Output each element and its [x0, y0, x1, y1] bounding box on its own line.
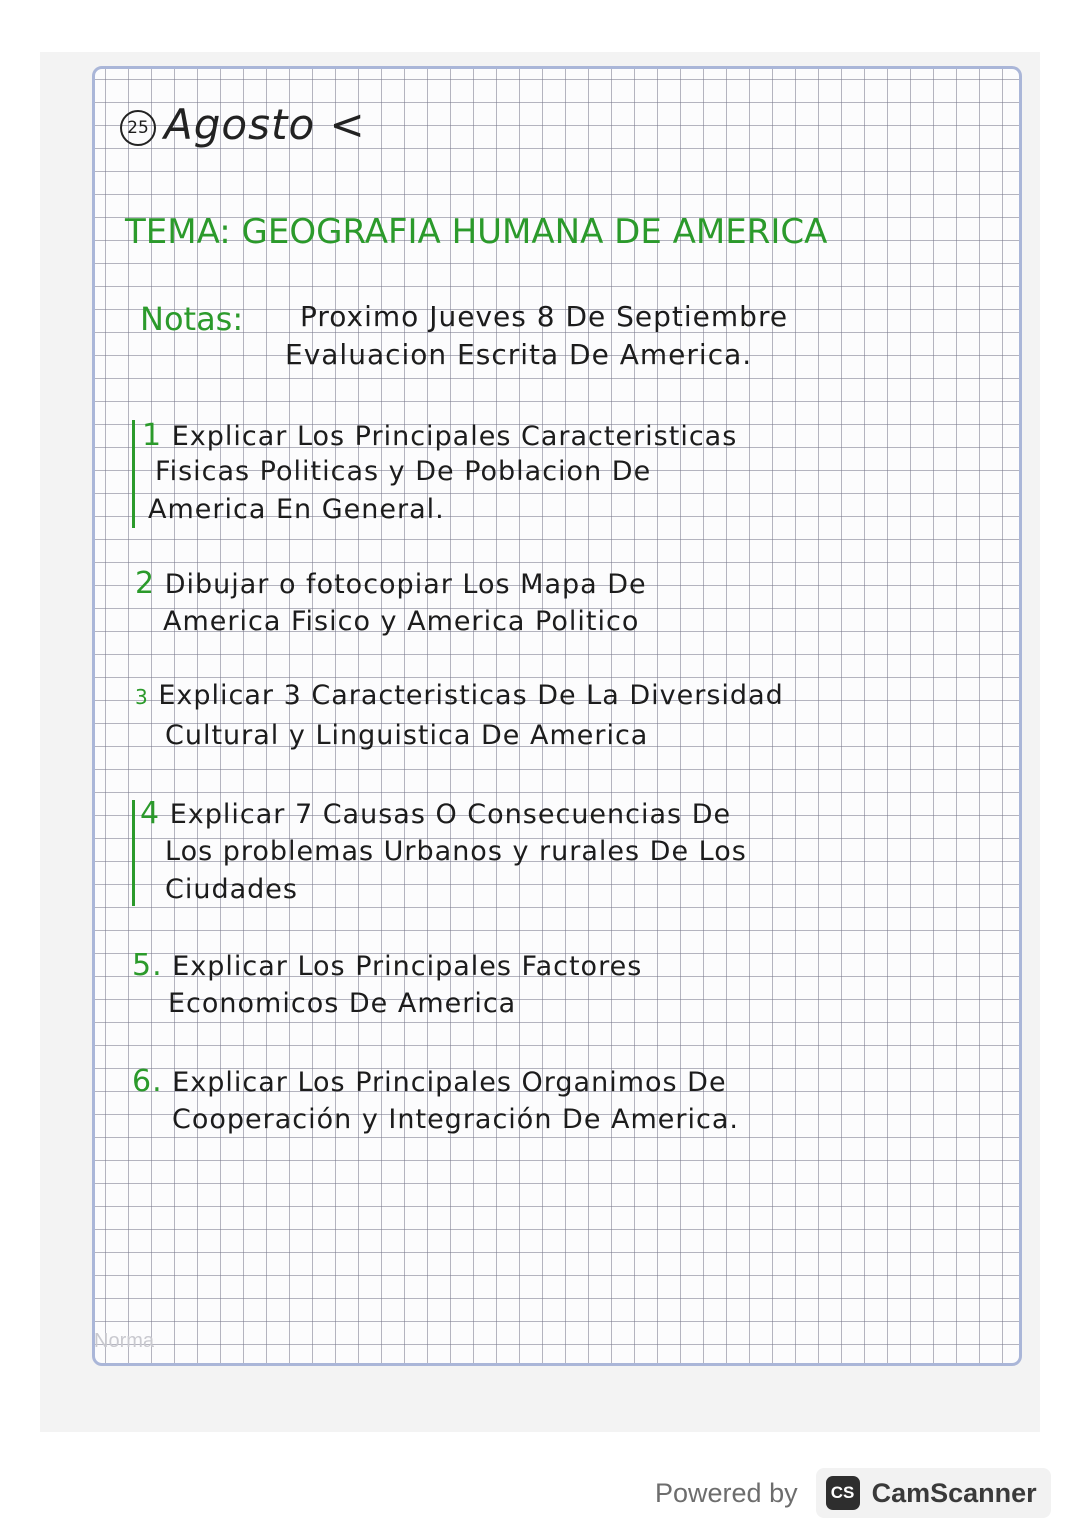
item-3-text-1: Explicar 3 Caracteristicas De La Diversidad: [158, 680, 784, 711]
camscanner-badge[interactable]: [816, 1468, 1051, 1518]
item-4-line-2: Los problemas Urbanos y rurales De Los: [165, 836, 747, 867]
item-3-line-2: Cultural y Linguistica De America: [165, 720, 649, 751]
item-1-text-1: Explicar Los Principales Caracteristicas: [171, 421, 738, 452]
item-5-text-1: Explicar Los Principales Factores: [172, 951, 643, 982]
notebook-brand-watermark: Norma: [94, 1330, 155, 1352]
topic-title: TEMA: GEOGRAFIA HUMANA DE AMERICA: [125, 212, 828, 252]
notebook-page: [92, 66, 1022, 1366]
item-3-line-1: [135, 680, 784, 711]
camscanner-logo-icon: CS: [826, 1476, 860, 1510]
item-2-line-2: America Fisico y America Politico: [163, 606, 640, 637]
date-number-circle: 25: [120, 110, 156, 146]
item-6-text-1: Explicar Los Principales Organimos De: [172, 1067, 727, 1098]
item-2-line-1: [135, 566, 647, 601]
item-1-line-1: [142, 418, 737, 453]
camscanner-footer: [655, 1468, 1051, 1518]
item-3-number: 3: [135, 685, 149, 709]
item-4-text-1: Explicar 7 Causas O Consecuencias De: [169, 799, 732, 830]
item-4-margin-bar: [132, 800, 135, 906]
item-4-line-1: [140, 796, 731, 831]
notes-line-2: Evaluacion Escrita De America.: [285, 338, 753, 371]
item-4-line-3: Ciudades: [165, 874, 298, 905]
item-4-number: 4: [140, 796, 161, 831]
item-1-line-2: Fisicas Politicas y De Poblacion De: [155, 456, 652, 487]
item-2-number: 2: [135, 566, 156, 601]
item-1-line-3: America En General.: [148, 494, 445, 525]
item-6-line-1: [132, 1064, 727, 1099]
item-6-line-2: Cooperación y Integración De America.: [172, 1104, 739, 1135]
notes-line-1: Proximo Jueves 8 De Septiembre: [300, 300, 789, 333]
item-5-number: 5.: [132, 948, 163, 983]
item-5-line-1: [132, 948, 642, 983]
item-1-number: 1: [142, 418, 163, 453]
notes-label: Notas:: [140, 300, 244, 338]
item-1-margin-bar: [132, 420, 135, 528]
item-6-number: 6.: [132, 1064, 163, 1099]
date-month: Agosto <: [164, 100, 366, 149]
powered-by-label: Powered by: [655, 1477, 798, 1508]
item-2-text-1: Dibujar o fotocopiar Los Mapa De: [164, 569, 647, 600]
camscanner-name: CamScanner: [871, 1477, 1037, 1508]
item-5-line-2: Economicos De America: [168, 988, 517, 1019]
